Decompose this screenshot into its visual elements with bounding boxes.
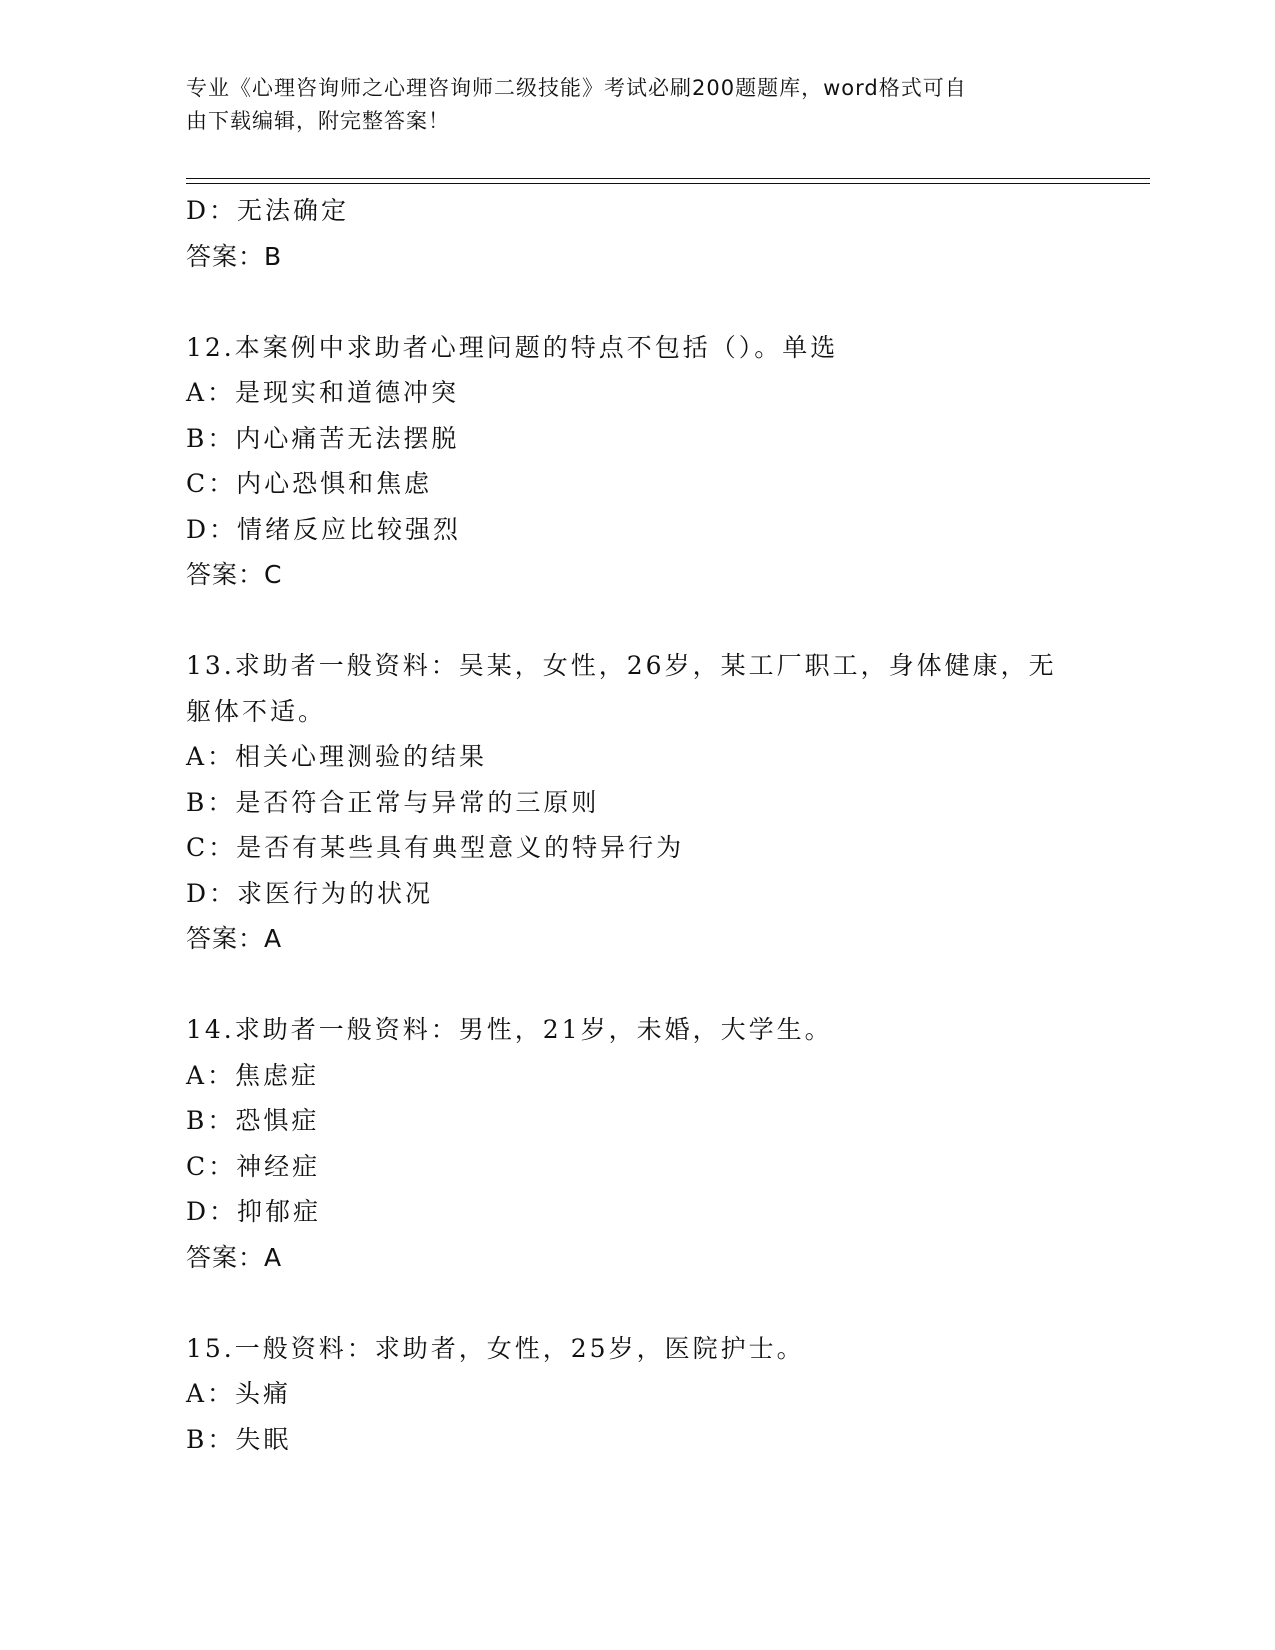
question-stem-line-1: 13.求助者一般资料：吴某，女性，26岁，某工厂职工，身体健康，无 bbox=[186, 651, 1057, 680]
question-14 bbox=[186, 1007, 1086, 1280]
option-b: B：失眠 bbox=[186, 1424, 292, 1454]
question-12 bbox=[186, 325, 1086, 598]
option-d: D：抑郁症 bbox=[186, 1197, 322, 1226]
question-stem: 12.本案例中求助者心理问题的特点不包括（）。单选 bbox=[186, 332, 839, 362]
answer-line: 答案：A bbox=[186, 924, 283, 953]
option-a: A：相关心理测验的结果 bbox=[186, 742, 488, 771]
option-d: D：情绪反应比较强烈 bbox=[186, 514, 462, 544]
option-a: A：焦虑症 bbox=[186, 1060, 320, 1090]
option-b: B：内心痛苦无法摆脱 bbox=[186, 423, 460, 453]
question-13 bbox=[186, 643, 1086, 962]
question-15 bbox=[186, 1326, 1086, 1463]
header-line-1: 专业《心理咨询师之心理咨询师二级技能》考试必刷200题题库，word格式可自 bbox=[186, 76, 967, 100]
answer-line: 答案：B bbox=[186, 241, 283, 271]
answer-line: 答案：C bbox=[186, 560, 283, 589]
option-a: A：是现实和道德冲突 bbox=[186, 378, 460, 407]
question-stem: 15.一般资料：求助者，女性，25岁，医院护士。 bbox=[186, 1333, 805, 1363]
header-divider-bottom bbox=[186, 183, 1150, 184]
option-b: B：恐惧症 bbox=[186, 1106, 320, 1135]
answer-line: 答案：A bbox=[186, 1242, 283, 1272]
option-c: C：神经症 bbox=[186, 1151, 321, 1181]
question-11 bbox=[186, 188, 1086, 279]
header-divider-top bbox=[186, 178, 1150, 179]
option-c: C：内心恐惧和焦虑 bbox=[186, 469, 433, 498]
question-list bbox=[186, 188, 1086, 1462]
question-stem-line-2: 躯体不适。 bbox=[186, 696, 327, 726]
option-d: D：求医行为的状况 bbox=[186, 878, 434, 908]
option-b: B：是否符合正常与异常的三原则 bbox=[186, 787, 600, 817]
option-a: A：头痛 bbox=[186, 1379, 292, 1408]
option-d: D：无法确定 bbox=[186, 196, 350, 225]
option-c: C：是否有某些具有典型意义的特异行为 bbox=[186, 833, 685, 862]
header-line-2: 由下载编辑，附完整答案！ bbox=[186, 109, 450, 133]
document-header bbox=[186, 72, 1066, 138]
question-stem: 14.求助者一般资料：男性，21岁，未婚，大学生。 bbox=[186, 1015, 833, 1044]
